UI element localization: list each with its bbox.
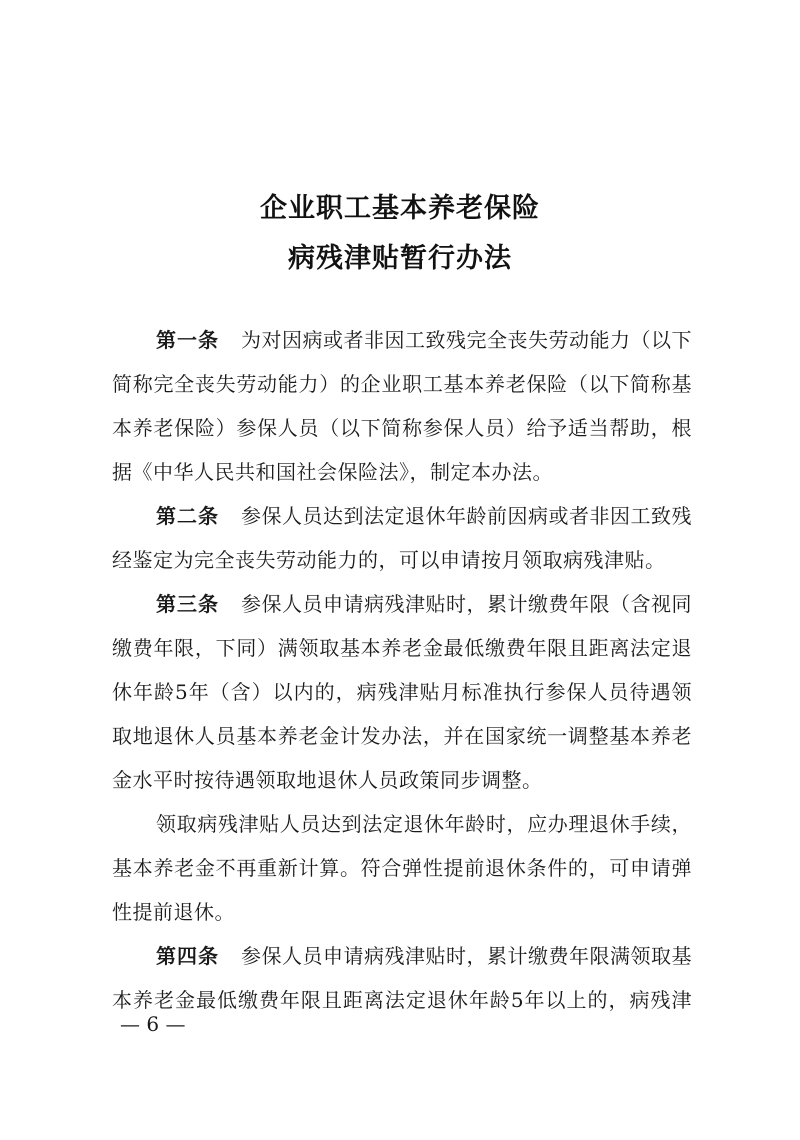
page-number: — 6 — bbox=[120, 1012, 186, 1036]
article-2-line-2: 经鉴定为完全丧失劳动能力的，可以申请按月领取病残津贴。 bbox=[112, 548, 666, 572]
article-text: 参保人员申请病残津贴时，累计缴费年限（含视同 bbox=[241, 592, 692, 616]
article-3-line-4: 取地退休人员基本养老金计发办法，并在国家统一调整基本养老 bbox=[112, 724, 692, 748]
article-3-line-3: 休年龄5年（含）以内的，病残津贴月标准执行参保人员待遇领 bbox=[112, 680, 692, 704]
paragraph-line-1: 领取病残津贴人员达到法定退休年龄时，应办理退休手续， bbox=[156, 812, 692, 836]
article-3-line-5: 金水平时按待遇领取地退休人员政策同步调整。 bbox=[112, 768, 543, 792]
paragraph-line-2: 基本养老金不再重新计算。符合弹性提前退休条件的，可申请弹 bbox=[112, 856, 692, 880]
paragraph-line-3: 性提前退休。 bbox=[112, 900, 235, 924]
article-1-line-3: 本养老保险）参保人员（以下简称参保人员）给予适当帮助，根 bbox=[112, 416, 692, 440]
article-3-line-1 bbox=[156, 589, 692, 619]
article-number: 第一条 bbox=[156, 328, 219, 352]
article-text: 参保人员达到法定退休年龄前因病或者非因工致残 bbox=[241, 504, 692, 528]
document-title-line-1: 企业职工基本养老保险 bbox=[260, 193, 540, 224]
article-1-line-1 bbox=[156, 325, 692, 355]
document-title-line-2: 病残津贴暂行办法 bbox=[288, 243, 512, 274]
article-number: 第四条 bbox=[156, 944, 219, 968]
article-3-line-2: 缴费年限，下同）满领取基本养老金最低缴费年限且距离法定退 bbox=[112, 636, 692, 660]
article-4-line-1 bbox=[156, 941, 692, 971]
article-text: 参保人员申请病残津贴时，累计缴费年限满领取基 bbox=[241, 944, 692, 968]
article-number: 第二条 bbox=[156, 504, 219, 528]
article-4-line-2: 本养老金最低缴费年限且距离法定退休年龄5年以上的，病残津 bbox=[112, 988, 692, 1012]
article-1-line-2: 简称完全丧失劳动能力）的企业职工基本养老保险（以下简称基 bbox=[112, 372, 692, 396]
article-1-line-4: 据《中华人民共和国社会保险法》，制定本办法。 bbox=[112, 460, 553, 484]
article-text: 为对因病或者非因工致残完全丧失劳动能力（以下 bbox=[241, 328, 692, 352]
article-number: 第三条 bbox=[156, 592, 219, 616]
article-2-line-1 bbox=[156, 501, 692, 531]
